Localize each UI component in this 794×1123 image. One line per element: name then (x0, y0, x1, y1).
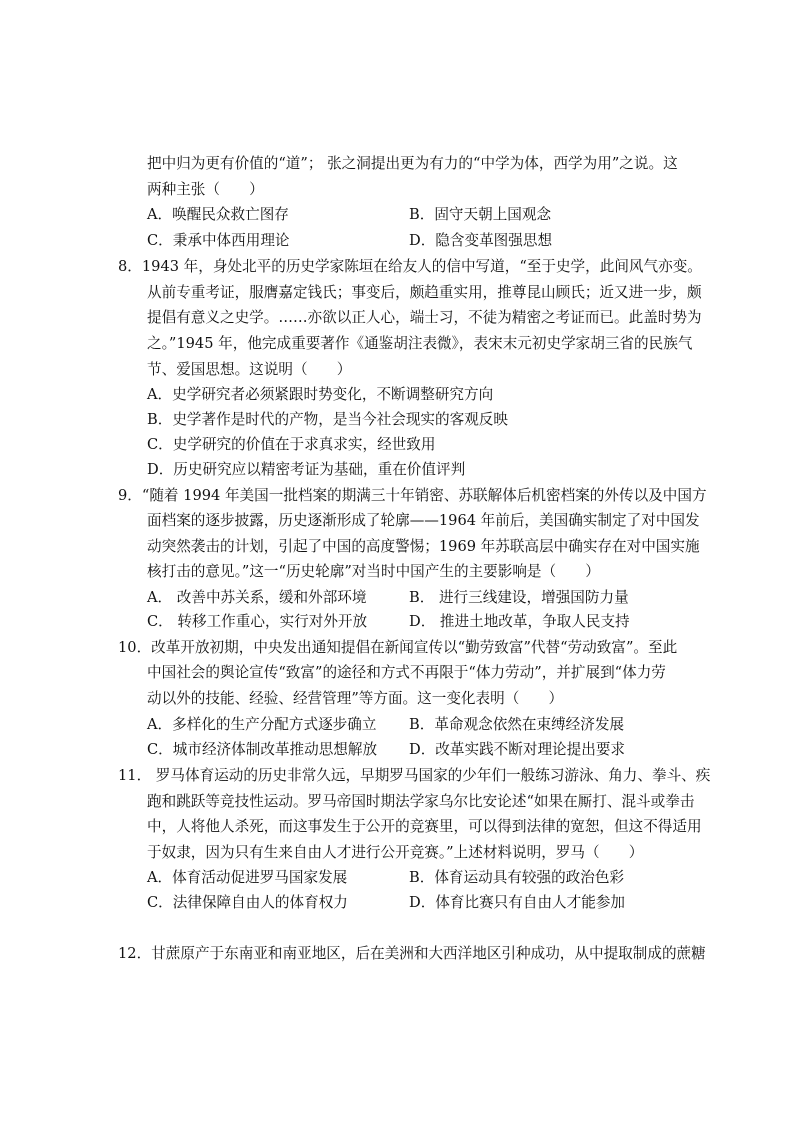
q11-line-4: 于奴隶，因为只有生来自由人才进行公开竞赛。”上述材料说明，罗马（ ） (147, 844, 644, 861)
q10-line-1: 10．改革开放初期，中央发出通知提倡在新闻宣传以“勤劳致富”代替“劳动致富”。至此 (118, 639, 678, 656)
q9-option-a: A． 改善中苏关系，缓和外部环境 (147, 589, 367, 606)
q8-line-5: 节、爱国思想。这说明（ ） (147, 361, 352, 378)
q10-option-a: A．多样化的生产分配方式逐步确立 (147, 716, 377, 733)
q7-line-2: 两种主张（ ） (147, 181, 264, 198)
q9-line-4: 核打击的意见。”这一“历史轮廓”对当时中国产生的主要影响是（ ） (147, 563, 600, 580)
q9-option-d: D． 推进土地改革，争取人民支持 (409, 613, 630, 630)
q8-option-a: A．史学研究者必须紧跟时势变化，不断调整研究方向 (147, 386, 494, 403)
q7-option-a: A．唤醒民众救亡图存 (147, 206, 289, 223)
q10-option-b: B．革命观念依然在束缚经济发展 (409, 716, 625, 733)
q8-option-c: C．史学研究的价值在于求真求实，经世致用 (147, 436, 436, 453)
q8-option-b: B．史学著作是时代的产物，是当今社会现实的客观反映 (147, 411, 508, 428)
q10-line-2: 中国社会的舆论宣传“致富”的途径和方式不再限于“体力劳动”，并扩展到“体力劳 (147, 664, 666, 681)
q8-line-2: 从前专重考证，服膺嘉定钱氏；事变后，颇趋重实用，推尊昆山顾氏；近又进一步，颇 (147, 284, 702, 301)
q9-option-b: B． 进行三线建设，增强国防力量 (409, 589, 629, 606)
q9-line-1: 9．“随着 1994 年美国一批档案的期满三十年销密、苏联解体后机密档案的外传以及中国方 (118, 487, 707, 504)
q8-line-3: 提倡有意义之史学。……亦欲以正人心，端士习，不徒为精密之考证而已。此盖时势为 (147, 309, 702, 326)
q10-option-c: C．城市经济体制改革推动思想解放 (147, 741, 378, 758)
q11-option-b: B．体育运动具有较强的政治色彩 (409, 869, 625, 886)
q10-line-3: 动以外的技能、经验、经营管理”等方面。这一变化表明（ ） (147, 690, 564, 707)
q11-line-3: 中，人将他人杀死，而这事发生于公开的竞赛里，可以得到法律的宽恕，但这不得适用 (147, 818, 702, 835)
q7-option-b: B．固守天朝上国观念 (409, 206, 552, 223)
q7-option-c: C．秉承中体西用理论 (147, 232, 290, 249)
q11-line-1: 11． 罗马体育运动的历史非常久远，早期罗马国家的少年们一般练习游泳、角力、拳斗、疾 (118, 767, 711, 784)
q9-line-3: 动突然袭击的计划，引起了中国的高度警惕；1969 年苏联高层中确实存在对中国实施 (147, 538, 700, 555)
q11-option-c: C．法律保障自由人的体育权力 (147, 894, 348, 911)
q7-option-d: D．隐含变革图强思想 (409, 232, 553, 249)
q8-line-1: 8．1943 年，身处北平的历史学家陈垣在给友人的信中写道，“至于史学，此间风气亦变。 (118, 258, 702, 275)
q10-option-d: D．改革实践不断对理论提出要求 (409, 741, 626, 758)
q11-option-d: D．体育比赛只有自由人才能参加 (409, 894, 626, 911)
q7-line-1: 把中归为更有价值的“道”； 张之洞提出更为有力的“中学为体，西学为用”之说。这 (147, 155, 678, 172)
q8-option-d: D．历史研究应以精密考证为基础，重在价值评判 (147, 461, 466, 478)
q8-line-4: 之。”1945 年，他完成重要著作《通鉴胡注表微》，表宋末元初史学家胡三省的民族气 (147, 335, 693, 352)
q12-line-1: 12．甘蔗原产于东南亚和南亚地区，后在美洲和大西洋地区引种成功，从中提取制成的蔗糖 (118, 945, 706, 962)
q9-option-c: C． 转移工作重心，实行对外开放 (147, 613, 368, 630)
q9-line-2: 面档案的逐步披露，历史逐渐形成了轮廓——1964 年前后，美国确实制定了对中国发 (147, 512, 700, 529)
q11-line-2: 跑和跳跃等竞技性运动。罗马帝国时期法学家乌尔比安论述“如果在厮打、混斗或拳击 (147, 793, 695, 810)
q11-option-a: A．体育活动促进罗马国家发展 (147, 869, 348, 886)
